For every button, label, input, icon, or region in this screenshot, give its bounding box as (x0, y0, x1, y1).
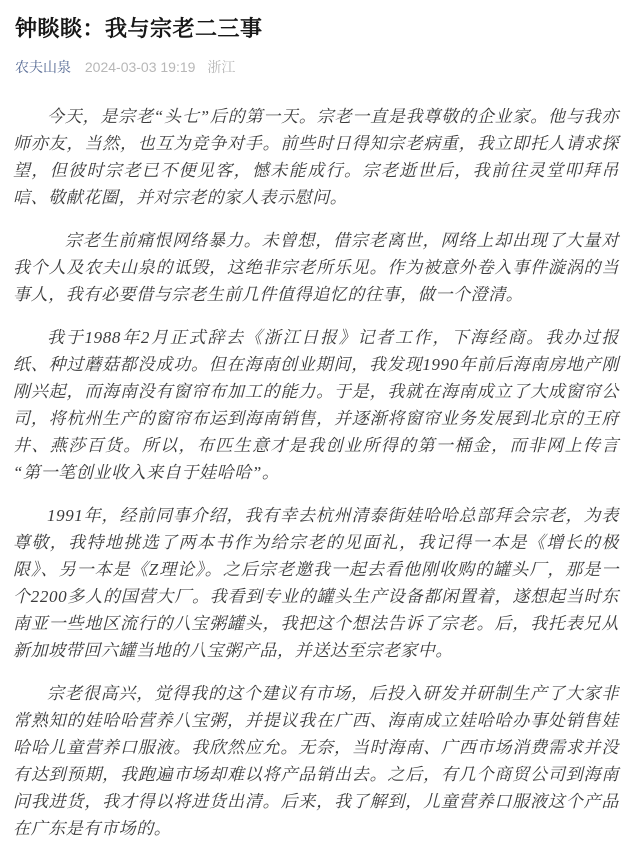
paragraph-4: 1991年，经前同事介绍，我有幸去杭州清泰街娃哈哈总部拜会宗老，为表尊敬，我特地挑选了两本书作为给宗老的见面礼，我记得一本是《增长的极限》、另一本是《Z理论》。之后宗老邀我一起去看他刚收购的罐头厂，那是一个2200多人的国营大厂。我看到专业的罐头生产设备都闲置着，遂想起当时东南亚一些地区流行的八宝粥罐头，我把这个想法告诉了宗老。后，我托表兄从新加坡带回六罐当地的八宝粥产品，并送达至宗老家中。 (13, 506, 619, 660)
paragraph-1: 今天，是宗老“头七”后的第一天。宗老一直是我尊敬的企业家。他与我亦师亦友，当然，也互为竞争对手。前些时日得知宗老病重，我立即托人请求探望，但彼时宗老已不便见客，憾未能成行。宗老逝世后，我前往灵堂叩拜吊唁、敬献花圈，并对宗老的家人表示慰问。 (13, 107, 619, 207)
paragraph-5: 宗老很高兴，觉得我的这个建议有市场，后投入研发并研制生产了大家非常熟知的娃哈哈营养八宝粥，并提议我在广西、海南成立娃哈哈办事处销售娃哈哈儿童营养口服液。我欣然应允。无奈，当时海南、广西市场消费需求并没有达到预期，我跑遍市场却难以将产品销出去。之后，有几个商贸公司到海南问我进货，我才得以将进货出清。后来，我了解到，儿童营养口服液这个产品在广东是有市场的。 (13, 684, 619, 838)
author-link[interactable]: 农夫山泉 (15, 59, 71, 75)
publish-date: 2024-03-03 19:19 (84, 59, 196, 75)
byline (15, 57, 617, 77)
paragraph-2: 宗老生前痛恨网络暴力。未曾想，借宗老离世，网络上却出现了大量对我个人及农夫山泉的诋毁，这绝非宗老所乐见。作为被意外卷入事件漩涡的当事人，我有必要借与宗老生前几件值得追忆的往事，做一个澄清。 (13, 231, 619, 304)
paragraph-3: 我于1988年2月正式辞去《浙江日报》记者工作，下海经商。我办过报纸、种过蘑菇都没成功。但在海南创业期间，我发现1990年前后海南房地产刚刚兴起，而海南没有窗帘布加工的能力。于是，我就在海南成立了大成窗帘公司，将杭州生产的窗帘布运到海南销售，并逐渐将窗帘业务发展到北京的王府井、燕莎百货。所以，布匹生意才是我创业所得的第一桶金，而非网上传言“第一笔创业收入来自于娃哈哈”。 (13, 328, 619, 482)
publish-location: 浙江 (207, 59, 236, 75)
article-body (13, 103, 619, 842)
article-title: 钟睒睒：我与宗老二三事 (15, 16, 263, 41)
